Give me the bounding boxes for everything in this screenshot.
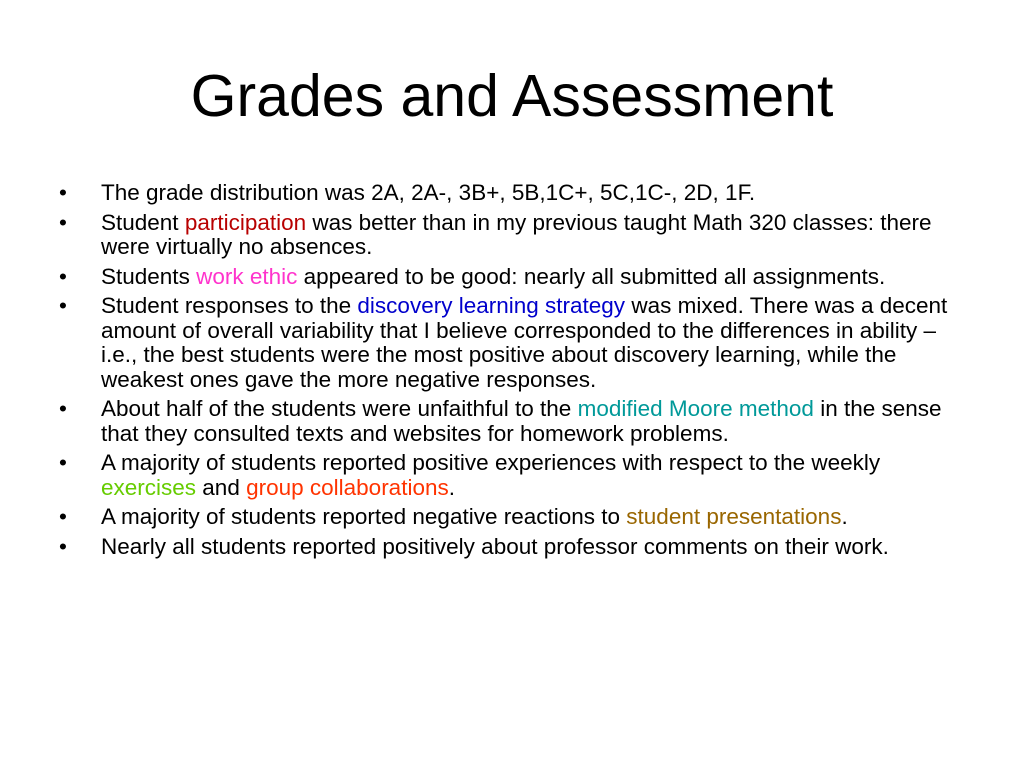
highlight-exercises: exercises: [101, 474, 197, 500]
bullet-dot-icon: •: [59, 396, 67, 421]
bullet-text-after: was mixed. There was a decent amount of overall variability that I believe corresponded to the differences in ability – i.e., the best students were the most positive about discovery learning, while the weakest ones gave the more negative responses.: [101, 293, 948, 392]
bullet-text-after: in the sense that they consulted texts and websites for homework problems.: [101, 396, 942, 446]
bullet-text-before: Student responses to the: [101, 293, 358, 318]
bullet-text-before: Student: [101, 209, 185, 235]
bullet-presentations: [59, 505, 969, 530]
bullet-discovery-learning: [59, 294, 969, 392]
bullet-text-before: A majority of students reported negative reactions to: [101, 504, 627, 529]
highlight-discovery-learning: discovery learning strategy: [357, 293, 626, 318]
bullet-dot-icon: •: [59, 533, 67, 559]
bullet-text-after: .: [841, 504, 848, 529]
highlight-work-ethic: work ethic: [196, 263, 298, 289]
slide-title: Grades and Assessment: [190, 63, 834, 129]
highlight-participation: participation: [184, 209, 307, 235]
bullet-text-after: was better than in my previous taught Math 320 classes: there were virtually no absences.: [101, 209, 932, 259]
highlight-group-collaborations: group collaborations: [246, 474, 449, 500]
bullet-text-after: appeared to be good: nearly all submitted all assignments.: [297, 263, 886, 289]
bullet-text-middle: and: [196, 474, 247, 500]
bullet-text-before: A majority of students reported positive experiences with respect to the weekly: [101, 450, 881, 475]
bullet-dot-icon: •: [59, 450, 67, 475]
bullet-text: The grade distribution was 2A, 2A-, 3B+, 5B,1C+, 5C,1C-, 2D, 1F.: [101, 180, 756, 205]
bullet-dot-icon: •: [59, 293, 67, 318]
bullet-list: [59, 181, 969, 564]
bullet-work-ethic: [59, 265, 969, 290]
bullet-text-after: .: [448, 474, 455, 500]
bullet-dot-icon: •: [59, 263, 67, 289]
bullet-moore-method: [59, 397, 969, 446]
bullet-text-before: Students: [101, 263, 197, 289]
bullet-text-before: About half of the students were unfaithful to the: [101, 396, 578, 421]
bullet-dot-icon: •: [59, 504, 67, 529]
bullet-text: Nearly all students reported positively about professor comments on their work.: [101, 533, 889, 559]
bullet-dot-icon: •: [59, 180, 67, 205]
bullet-exercises-collaborations: [59, 451, 969, 500]
bullet-professor-comments: [59, 535, 969, 560]
highlight-moore-method: modified Moore method: [577, 396, 814, 421]
highlight-student-presentations: student presentations: [626, 504, 842, 529]
bullet-participation: [59, 211, 969, 260]
bullet-dot-icon: •: [59, 209, 67, 235]
bullet-grade-distribution: [59, 181, 969, 206]
